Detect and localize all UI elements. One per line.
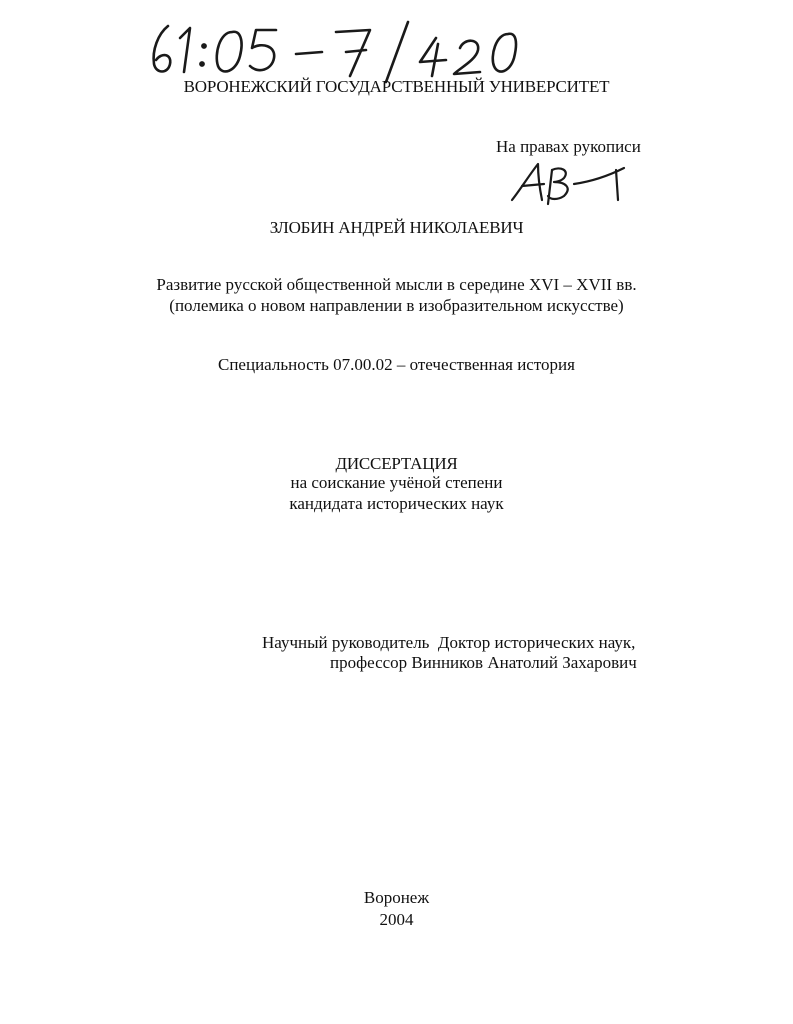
supervisor-line-2: профессор Винников Анатолий Захарович: [330, 653, 637, 672]
author-name: ЗЛОБИН АНДРЕЙ НИКОЛАЕВИЧ: [269, 218, 524, 237]
handwritten-archive-code: [146, 20, 526, 80]
dissertation-title-line-2: (полемика о новом направлении в изобразительном искусстве): [169, 296, 624, 315]
year: 2004: [379, 910, 414, 929]
dissertation-title-line-1: Развитие русской общественной мысли в середине XVI – XVII вв.: [156, 275, 637, 294]
university-name: ВОРОНЕЖСКИЙ ГОСУДАРСТВЕННЫЙ УНИВЕРСИТЕТ: [183, 77, 610, 96]
city: Воронеж: [363, 888, 430, 907]
degree-line-2: кандидата исторических наук: [289, 494, 504, 513]
degree-line-1: на соискание учёной степени: [290, 473, 503, 492]
document-type: ДИССЕРТАЦИЯ: [335, 454, 458, 473]
supervisor-line-1: Научный руководитель Доктор исторических наук,: [262, 633, 636, 652]
specialty: Специальность 07.00.02 – отечественная история: [218, 355, 575, 374]
manuscript-notice: На правах рукописи: [496, 137, 641, 156]
signature: [508, 160, 628, 210]
